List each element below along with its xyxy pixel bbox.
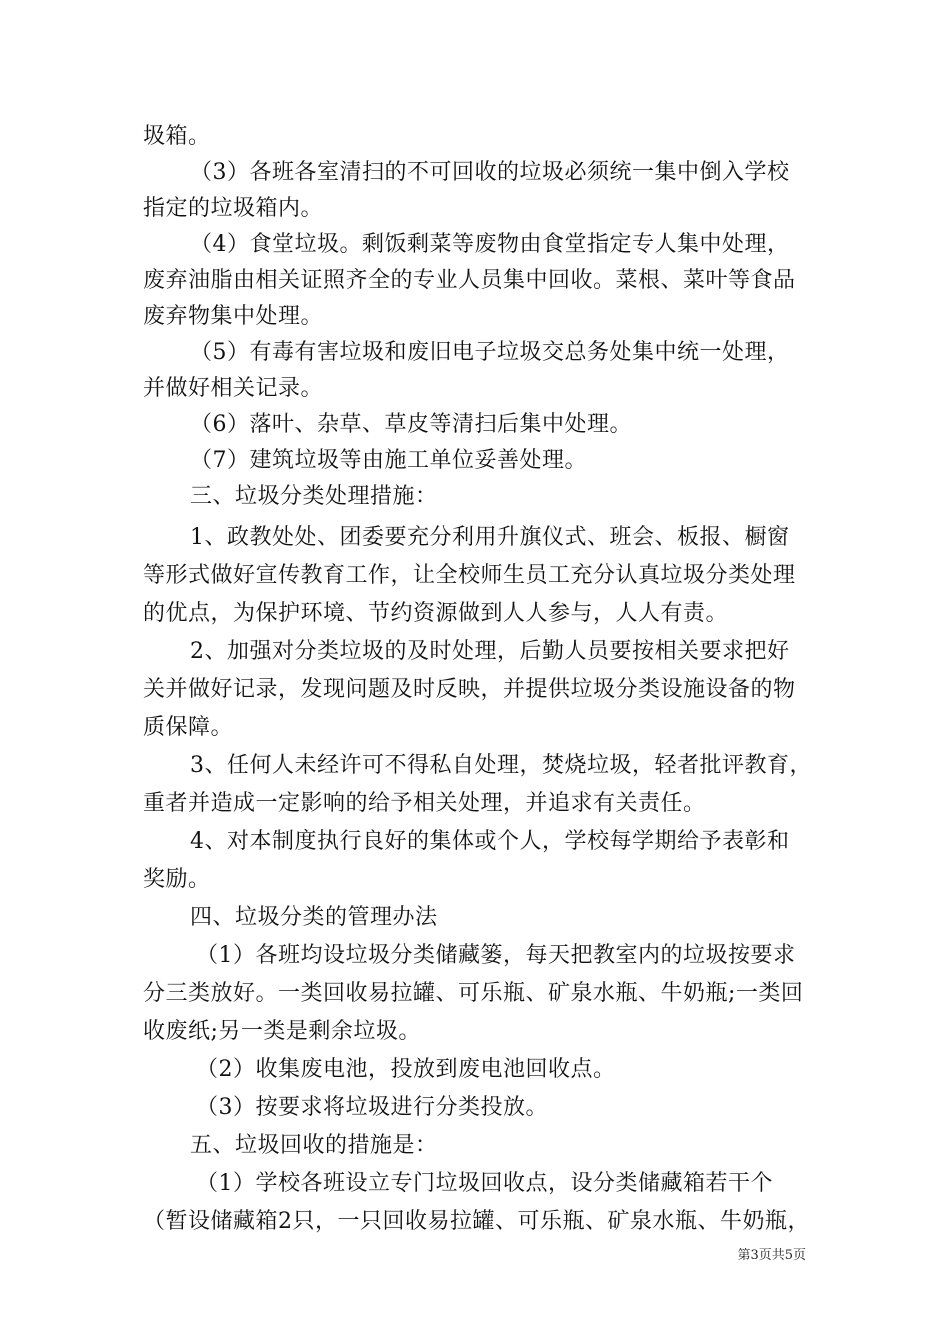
text-line: 等形式做好宣传教育工作，让全校师生员工充分认真垃圾分类处理 (143, 563, 796, 588)
text-line: （1）学校各班设立专门垃圾回收点，设分类储藏箱若干个 (196, 1171, 773, 1196)
text-line: 废弃油脂由相关证照齐全的专业人员集中回收。菜根、菜叶等食品 (143, 268, 796, 293)
text-line: （3）按要求将垃圾进行分类投放。 (196, 1095, 548, 1120)
text-line: 2、加强对分类垃圾的及时处理，后勤人员要按相关要求把好 (190, 639, 790, 664)
text-line: 收废纸;另一类是剩余垃圾。 (143, 1019, 421, 1044)
text-line: 的优点，为保护环境、节约资源做到人人参与，人人有责。 (143, 601, 729, 626)
text-line: （暂设储藏箱2只，一只回收易拉罐、可乐瓶、矿泉水瓶、牛奶瓶， (143, 1209, 810, 1234)
text-line: （6）落叶、杂草、草皮等清扫后集中处理。 (190, 412, 632, 437)
text-line: 关并做好记录，发现问题及时反映，并提供垃圾分类设施设备的物 (143, 677, 796, 702)
section-heading: 三、垃圾分类处理措施： (190, 484, 438, 509)
text-line: 废弃物集中处理。 (143, 304, 324, 329)
text-line: （3）各班各室清扫的不可回收的垃圾必须统一集中倒入学校 (190, 160, 790, 185)
text-line: 分三类放好。一类回收易拉罐、可乐瓶、矿泉水瓶、牛奶瓶;一类回 (143, 981, 804, 1006)
text-line: 奖励。 (143, 867, 211, 892)
text-line: 重者并造成一定影响的给予相关处理，并追求有关责任。 (143, 791, 706, 816)
text-line: 4、对本制度执行良好的集体或个人，学校每学期给予表彰和 (190, 829, 790, 854)
text-line: 圾箱。 (143, 124, 211, 149)
page-number-footer: 第3页共5页 (737, 1248, 806, 1263)
section-heading: 四、垃圾分类的管理办法 (190, 905, 438, 930)
text-line: 1、政教处处、团委要充分利用升旗仪式、班会、板报、橱窗 (190, 525, 790, 550)
text-line: （4）食堂垃圾。剩饭剩菜等废物由食堂指定专人集中处理， (190, 232, 790, 257)
text-line: 质保障。 (143, 715, 234, 740)
section-heading: 五、垃圾回收的措施是： (190, 1133, 438, 1158)
text-line: （2）收集废电池，投放到废电池回收点。 (196, 1057, 616, 1082)
text-line: 并做好相关记录。 (143, 376, 324, 401)
text-line: （7）建筑垃圾等由施工单位妥善处理。 (190, 448, 587, 473)
text-line: （5）有毒有害垃圾和废旧电子垃圾交总务处集中统一处理， (190, 340, 790, 365)
text-line: 3、任何人未经许可不得私自处理，焚烧垃圾，轻者批评教育， (190, 753, 812, 778)
text-line: 指定的垃圾箱内。 (143, 196, 324, 221)
text-line: （1）各班均设垃圾分类储藏篓，每天把教室内的垃圾按要求 (196, 943, 796, 968)
